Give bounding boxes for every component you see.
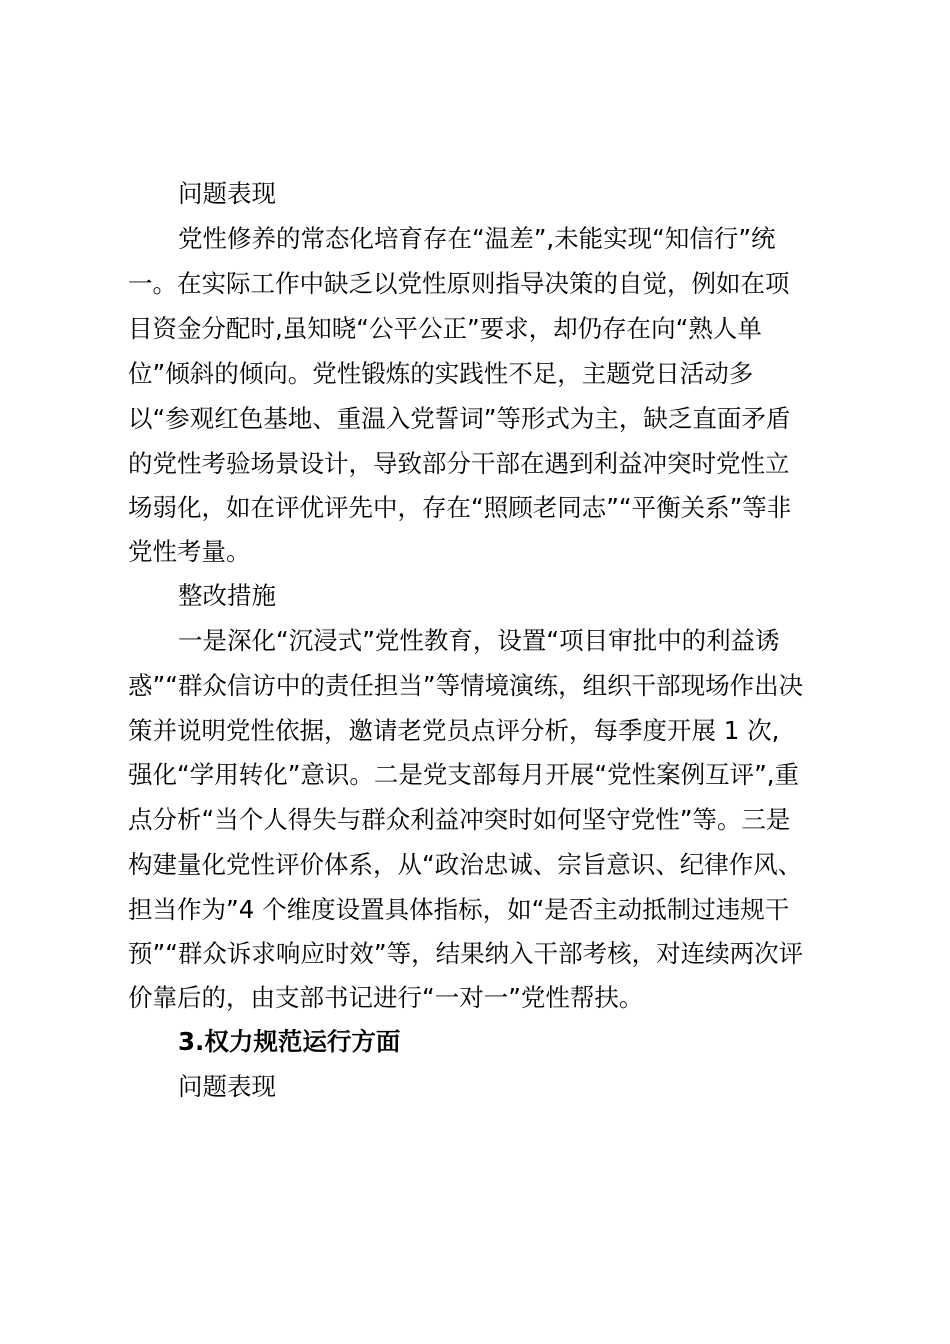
paragraph-line: 构建量化党性评价体系，从“政治忠诚、宗旨意识、纪律作风、 xyxy=(128,850,803,879)
paragraph-line: 党性考量。 xyxy=(128,537,251,566)
paragraph-line: 价靠后的，由支部书记进行“一对一”党性帮扶。 xyxy=(128,983,644,1012)
paragraph-line: 点分析“当个人得失与群众利益冲突时如何坚守党性”等。三是 xyxy=(128,805,791,834)
section-heading-problem: 问题表现 xyxy=(178,1072,276,1101)
paragraph-line: 惑”“群众信访中的责任担当”等情境演练，组织干部现场作出决 xyxy=(128,671,804,700)
paragraph-line: 党性修养的常态化培育存在“温差”,未能实现“知信行”统 xyxy=(178,224,776,253)
paragraph-line: 强化“学用转化”意识。二是党支部每月开展“党性案例互评”,重 xyxy=(128,760,800,789)
paragraph-line: 策并说明党性依据，邀请老党员点评分析，每季度开展 1 次, xyxy=(128,716,780,745)
paragraph-line: 一是深化“沉浸式”党性教育，设置“项目审批中的利益诱 xyxy=(178,626,780,655)
paragraph-line: 场弱化，如在评优评先中，存在“照顾老同志”“平衡关系”等非 xyxy=(128,493,792,522)
section-heading-measures: 整改措施 xyxy=(178,581,276,610)
section-heading-problem: 问题表现 xyxy=(178,179,276,208)
paragraph-line: 预”“群众诉求响应时效”等，结果纳入干部考核，对连续两次评 xyxy=(128,939,804,968)
paragraph-line: 以“参观红色基地、重温入党誓词”等形式为主，缺乏直面矛盾 xyxy=(128,404,791,433)
section-title-power-regulation: 3.权力规范运行方面 xyxy=(178,1027,401,1056)
paragraph-line: 的党性考验场景设计，导致部分干部在遇到利益冲突时党性立 xyxy=(128,449,790,478)
paragraph-line: 担当作为”4 个维度设置具体指标，如“是否主动抵制过违规干 xyxy=(128,895,790,924)
paragraph-line: 位”倾斜的倾向。党性锻炼的实践性不足，主题党日活动多 xyxy=(128,359,754,388)
paragraph-line: 一。在实际工作中缺乏以党性原则指导决策的自觉，例如在项 xyxy=(128,269,790,298)
paragraph-line: 目资金分配时,虽知晓“公平公正”要求，却仍存在向“熟人单 xyxy=(128,314,762,343)
